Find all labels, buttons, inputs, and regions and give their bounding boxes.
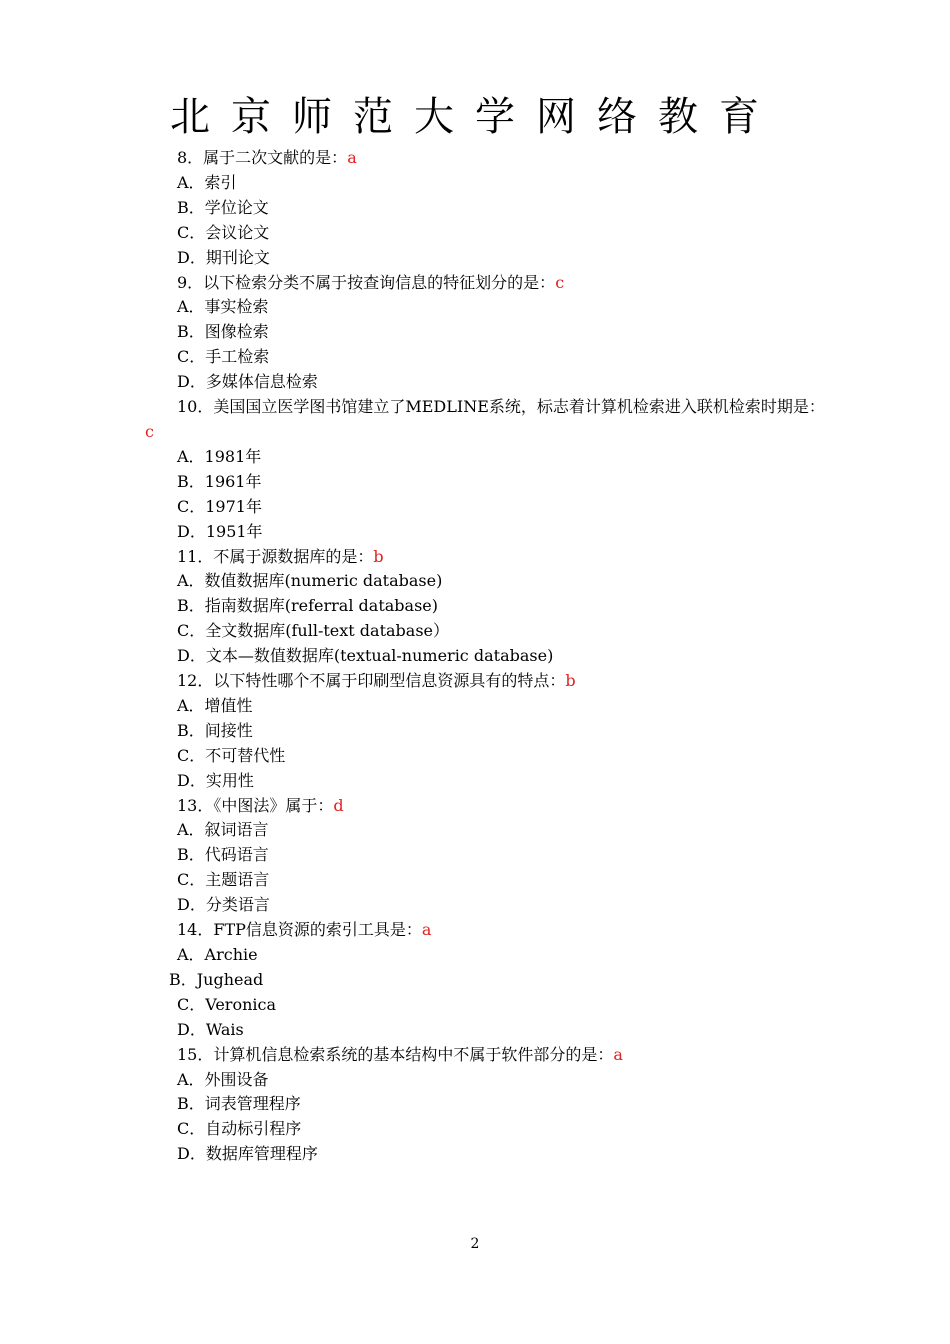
option-a: A．外围设备 bbox=[177, 1069, 269, 1089]
option-a: A．叙词语言 bbox=[177, 820, 269, 840]
option-c: C．全文数据库(full-text database） bbox=[177, 621, 450, 641]
question-text: 13．《中图法》属于： bbox=[177, 795, 334, 815]
option-b: B．代码语言 bbox=[177, 845, 269, 865]
option-b: B．1961年 bbox=[177, 471, 262, 491]
answer-key: c bbox=[555, 272, 565, 292]
option-a: A．1981年 bbox=[177, 446, 262, 466]
answer-key: a bbox=[421, 920, 432, 940]
option-a: A．增值性 bbox=[177, 695, 253, 715]
question-14 bbox=[145, 918, 835, 943]
question-text: 15．计算机信息检索系统的基本结构中不属于软件部分的是： bbox=[177, 1044, 614, 1064]
option-c: C．会议论文 bbox=[177, 222, 270, 242]
question-text: 9．以下检索分类不属于按查询信息的特征划分的是： bbox=[177, 272, 556, 292]
option-d: D．文本—数值数据库(textual-numeric database) bbox=[177, 646, 554, 666]
option-c: C．主题语言 bbox=[177, 870, 270, 890]
page-header-title: 北京师范大学网络教育 bbox=[170, 94, 780, 140]
answer-key: c bbox=[145, 421, 154, 441]
option-a: A．事实检索 bbox=[177, 297, 269, 317]
question-text: 8．属于二次文献的是： bbox=[177, 148, 348, 167]
question-13 bbox=[145, 794, 835, 819]
option-a: A．Archie bbox=[177, 945, 258, 964]
option-a: A．索引 bbox=[177, 172, 237, 192]
option-d: D．分类语言 bbox=[177, 895, 270, 915]
option-c: C．手工检索 bbox=[177, 347, 270, 367]
option-a: A．数值数据库(numeric database) bbox=[177, 571, 443, 591]
question-12 bbox=[145, 669, 835, 694]
question-list bbox=[145, 146, 835, 1167]
question-10 bbox=[145, 395, 835, 420]
option-d: D．实用性 bbox=[177, 770, 254, 790]
option-c: C．1971年 bbox=[177, 496, 262, 516]
answer-key: a bbox=[613, 1044, 623, 1064]
option-b: B．间接性 bbox=[177, 720, 253, 740]
option-b: B．指南数据库(referral database) bbox=[177, 596, 439, 616]
answer-key: b bbox=[565, 671, 576, 691]
question-text: 10．美国国立医学图书馆建立了MEDLINE系统，标志着计算机检索进入联机检索时期是： bbox=[177, 397, 825, 417]
option-c: C．自动标引程序 bbox=[177, 1119, 302, 1139]
answer-key: b bbox=[373, 546, 384, 566]
option-b: B．词表管理程序 bbox=[177, 1094, 301, 1114]
option-d: D．数据库管理程序 bbox=[177, 1144, 318, 1164]
page-number: 2 bbox=[470, 1236, 480, 1252]
option-d: D．期刊论文 bbox=[177, 247, 270, 267]
option-b: B．图像检索 bbox=[177, 322, 269, 342]
question-8 bbox=[145, 146, 835, 171]
answer-key: a bbox=[347, 148, 357, 167]
question-text: 14．FTP信息资源的索引工具是： bbox=[177, 920, 422, 940]
option-b: B．学位论文 bbox=[177, 197, 269, 217]
option-d: D．Wais bbox=[177, 1019, 244, 1039]
option-c: C．不可替代性 bbox=[177, 745, 286, 765]
option-d: D．多媒体信息检索 bbox=[177, 372, 318, 392]
option-c: C．Veronica bbox=[177, 994, 277, 1014]
question-9 bbox=[145, 271, 835, 296]
answer-key: d bbox=[333, 795, 344, 815]
question-text: 12．以下特性哪个不属于印刷型信息资源具有的特点： bbox=[177, 671, 566, 691]
option-d: D．1951年 bbox=[177, 521, 263, 541]
question-15 bbox=[145, 1043, 835, 1068]
option-b: B．Jughead bbox=[169, 969, 264, 989]
question-11 bbox=[145, 545, 835, 570]
question-10-answer-line bbox=[145, 420, 835, 445]
question-text: 11．不属于源数据库的是： bbox=[177, 546, 374, 566]
